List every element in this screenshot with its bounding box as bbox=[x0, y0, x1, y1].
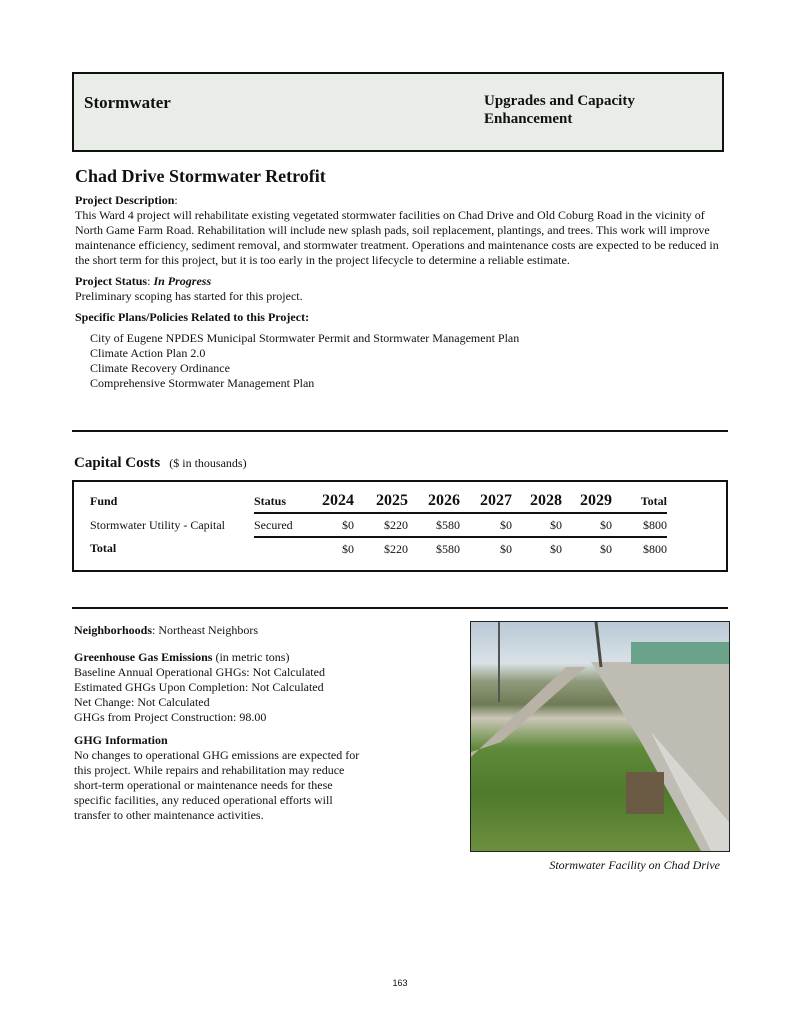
capital-units: ($ in thousands) bbox=[169, 456, 247, 470]
divider bbox=[72, 430, 728, 432]
project-section: Chad Drive Stormwater Retrofit Project Description: This Ward 4 project will rehabilitate existing vegetated stormwater facilities on Chad Drive and Old Coburg Road in the vicinity of North Game Farm Road. Rehabilitation will include new splash pads, soil replacement, plantings, and trees. This work will improve maintenance efficiency, sediment removal, and stormwater treatment. Operations and maintenance costs are expected to be reduced in the short term for this project, but it is too early in the project lifecycle to determine a reliable estimate. Project Status: In Progress Preliminary scoping has started for this project. Specific Plans/Policies Related to this Project: City of Eugene NPDES Municipal Stormwater Permit and Stormwater Management Plan Climate Action Plan 2.0 Climate Recovery Ordinance Comprehensive Stormwater Management Plan bbox=[75, 166, 725, 391]
divider bbox=[72, 607, 728, 609]
cell: $0 bbox=[460, 513, 512, 537]
cell: $580 bbox=[408, 537, 460, 560]
plan-item: Climate Action Plan 2.0 bbox=[90, 346, 206, 360]
neighborhoods-label: Neighborhoods bbox=[74, 623, 153, 637]
facility-photo bbox=[470, 621, 730, 852]
cell: $800 bbox=[612, 537, 667, 560]
status: Secured bbox=[254, 513, 308, 537]
table-header bbox=[90, 490, 667, 513]
col-2026: 2026 bbox=[428, 492, 460, 509]
photo-caption: Stormwater Facility on Chad Drive bbox=[549, 858, 720, 872]
cell: $220 bbox=[354, 537, 408, 560]
table-row bbox=[90, 513, 667, 537]
photo-illustration bbox=[471, 622, 729, 851]
description-label: Project Description bbox=[75, 193, 175, 207]
info-section: Neighborhoods: Northeast Neighbors Greenhouse Gas Emissions (in metric tons) Baseline Annual Operational GHGs: Not Calculated Estimated GHGs Upon Completion: Not Calculated Net Change: Not Calculated GHGs from Project Construction: 98.00 GHG Information No changes to operational GHG emissions are expected for this project. While repairs and rehabilitation may reduce short-term operational or maintenance needs for these specific facilities, any reduced operational efforts will transfer to other maintenance activities. bbox=[74, 623, 364, 823]
ghg-line: GHGs from Project Construction: 98.00 bbox=[74, 710, 267, 724]
capital-title: Capital Costs bbox=[74, 455, 161, 471]
ghg-info-label: GHG Information bbox=[74, 733, 168, 747]
status-value: In Progress bbox=[153, 274, 212, 288]
cell: $580 bbox=[408, 513, 460, 537]
category-header bbox=[72, 72, 724, 152]
description: This Ward 4 project will rehabilitate existing vegetated stormwater facilities on Chad Drive and Old Coburg Road in the vicinity of North Game Farm Road. Rehabilitation will include new splash pads, soil replacement, plantings, and trees. This work will improve maintenance efficiency, sediment removal, and stormwater treatment. Operations and maintenance costs are expected to be reduced in the short term for this project, but it is too early in the project lifecycle to determine a reliable estimate. bbox=[75, 208, 719, 267]
cell: $220 bbox=[354, 513, 408, 537]
cell: $800 bbox=[612, 513, 667, 537]
cell: $0 bbox=[562, 537, 612, 560]
ghg-line: Baseline Annual Operational GHGs: Not Calculated bbox=[74, 665, 325, 679]
ghg-info: No changes to operational GHG emissions are expected for this project. While repairs and rehabilitation may reduce short-term operational or maintenance needs for these specific facilities, any reduced operational efforts will transfer to other maintenance activities. bbox=[74, 748, 360, 822]
col-fund: Fund bbox=[90, 494, 118, 508]
neighborhoods: Northeast Neighbors bbox=[158, 623, 259, 637]
col-2024: 2024 bbox=[322, 492, 354, 509]
ghg-label: Greenhouse Gas Emissions bbox=[74, 650, 213, 664]
plan-item: Climate Recovery Ordinance bbox=[90, 361, 230, 375]
page-number: 163 bbox=[392, 978, 408, 988]
total-row bbox=[90, 537, 667, 560]
cell: $0 bbox=[308, 537, 354, 560]
col-2028: 2028 bbox=[530, 492, 562, 509]
cell bbox=[254, 537, 308, 560]
ghg-units: (in metric tons) bbox=[215, 650, 290, 664]
ghg-line: Net Change: Not Calculated bbox=[74, 695, 210, 709]
fund: Stormwater Utility - Capital bbox=[90, 517, 225, 532]
cell: $0 bbox=[512, 513, 562, 537]
project-type: Upgrades and Capacity Enhancement bbox=[484, 93, 635, 127]
col-2025: 2025 bbox=[376, 492, 408, 509]
total-label: Total bbox=[90, 541, 117, 555]
status-note: Preliminary scoping has started for this project. bbox=[75, 289, 303, 303]
plan-item: Comprehensive Stormwater Management Plan bbox=[90, 376, 315, 390]
col-total: Total bbox=[640, 493, 667, 508]
cell: $0 bbox=[460, 537, 512, 560]
project-title: Chad Drive Stormwater Retrofit bbox=[75, 166, 326, 186]
col-status: Status bbox=[254, 493, 287, 508]
cell: $0 bbox=[512, 537, 562, 560]
plan-item: City of Eugene NPDES Municipal Stormwater Permit and Stormwater Management Plan bbox=[90, 331, 520, 345]
capital-costs-table bbox=[72, 480, 728, 572]
capital-costs-heading bbox=[74, 455, 247, 472]
status-label: Project Status bbox=[75, 274, 148, 288]
ghg-line: Estimated GHGs Upon Completion: Not Calculated bbox=[74, 680, 324, 694]
category: Stormwater bbox=[84, 93, 171, 112]
cell: $0 bbox=[308, 513, 354, 537]
col-2029: 2029 bbox=[580, 492, 612, 509]
col-2027: 2027 bbox=[480, 492, 512, 509]
plans-list bbox=[90, 331, 725, 391]
cell: $0 bbox=[562, 513, 612, 537]
plans-label: Specific Plans/Policies Related to this Project: bbox=[75, 310, 310, 324]
